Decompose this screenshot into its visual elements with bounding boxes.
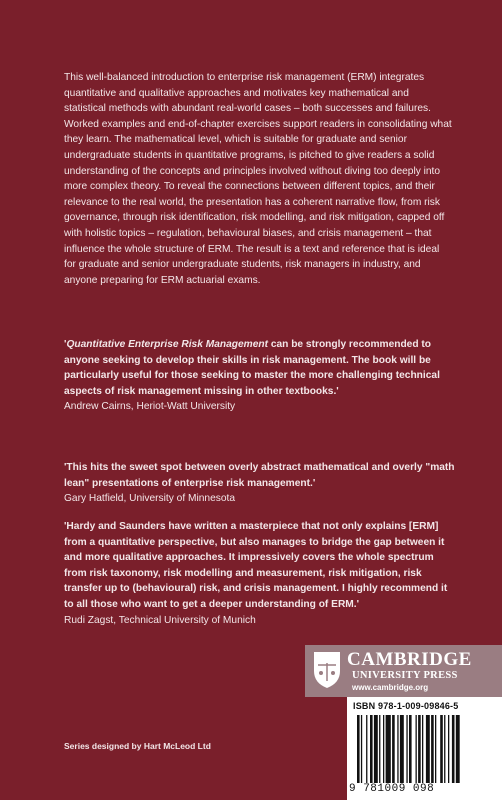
cambridge-shield-icon bbox=[313, 651, 341, 689]
isbn-label: ISBN 978-1-009-09846-5 bbox=[353, 701, 459, 711]
publisher-name: CAMBRIDGE bbox=[347, 649, 472, 670]
quote-attribution: Gary Hatfield, University of Minnesota bbox=[64, 493, 235, 505]
endorsement-quote bbox=[64, 519, 456, 628]
endorsement-quote bbox=[64, 460, 456, 507]
barcode-icon bbox=[357, 715, 497, 783]
publisher-logo-panel bbox=[305, 645, 502, 697]
quote-text: can be strongly recommended to anyone seeking to develop their skills in risk management. The book will be particularly useful for those seeking to master the more challenging technical aspects of risk management missing in other textbooks.' bbox=[64, 339, 440, 397]
barcode-number: 9 781009 098 bbox=[349, 783, 435, 795]
book-title: Quantitative Enterprise Risk Management bbox=[66, 339, 268, 350]
endorsement-quote: 'Quantitative Enterprise Risk Management can be strongly recommended to anyone seeking to develop their skills in risk management. The book will be particularly useful for those seeking to master the more challenging technical aspects of risk management missing in other textbooks.' Andrew Cairns, Heriot-Watt University bbox=[64, 339, 440, 413]
quote-text: 'Hardy and Saunders have written a masterpiece that not only explains [ERM] from a quantitative perspective, but also manages to bridge the gap between it and more qualitative approaches. It impressively covers the whole spectrum from risk taxonomy, risk modelling and measurement, risk mitigation, risk transfer up to (behavioural) risk, and crisis management. I highly recommend it to all those who want to get a deeper understanding of ERM.' bbox=[64, 521, 448, 610]
quote-attribution: Andrew Cairns, Heriot-Watt University bbox=[64, 401, 236, 413]
publisher-press: UNIVERSITY PRESS bbox=[352, 670, 458, 681]
publisher-url: www.cambridge.org bbox=[352, 683, 429, 692]
series-credit: Series designed by Hart McLeod Ltd bbox=[64, 741, 211, 751]
back-cover-blurb: This well-balanced introduction to enterprise risk management (ERM) integrates quantitative and qualitative approaches and motivates key mathematical and statistical methods with abundant real-world cases – both successes and failures. Worked examples and end-of-chapter exercises support readers in consolidating what they learn. The mathematical level, which is suitable for graduate and senior undergraduate students in quantitative programs, is pitched to give readers a solid understanding of the concepts and principles involved without diving too deeply into more complex theory. To reveal the connections between different topics, and their relevance to the real world, the presentation has a coherent narrative flow, from risk governance, through risk identification, risk modelling, and risk mitigation, capped off with holistic topics – regulation, behavioural biases, and crisis management – that influence the whole structure of ERM. The result is a text and reference that is ideal for graduate and senior undergraduate students, risk managers in industry, and anyone preparing for ERM actuarial exams. bbox=[64, 72, 452, 286]
barcode-area bbox=[347, 697, 502, 800]
quote-attribution: Rudi Zagst, Technical University of Munich bbox=[64, 614, 256, 626]
quote-text: 'This hits the sweet spot between overly abstract mathematical and overly "math lean" presentations of enterprise risk management.' bbox=[64, 462, 455, 489]
